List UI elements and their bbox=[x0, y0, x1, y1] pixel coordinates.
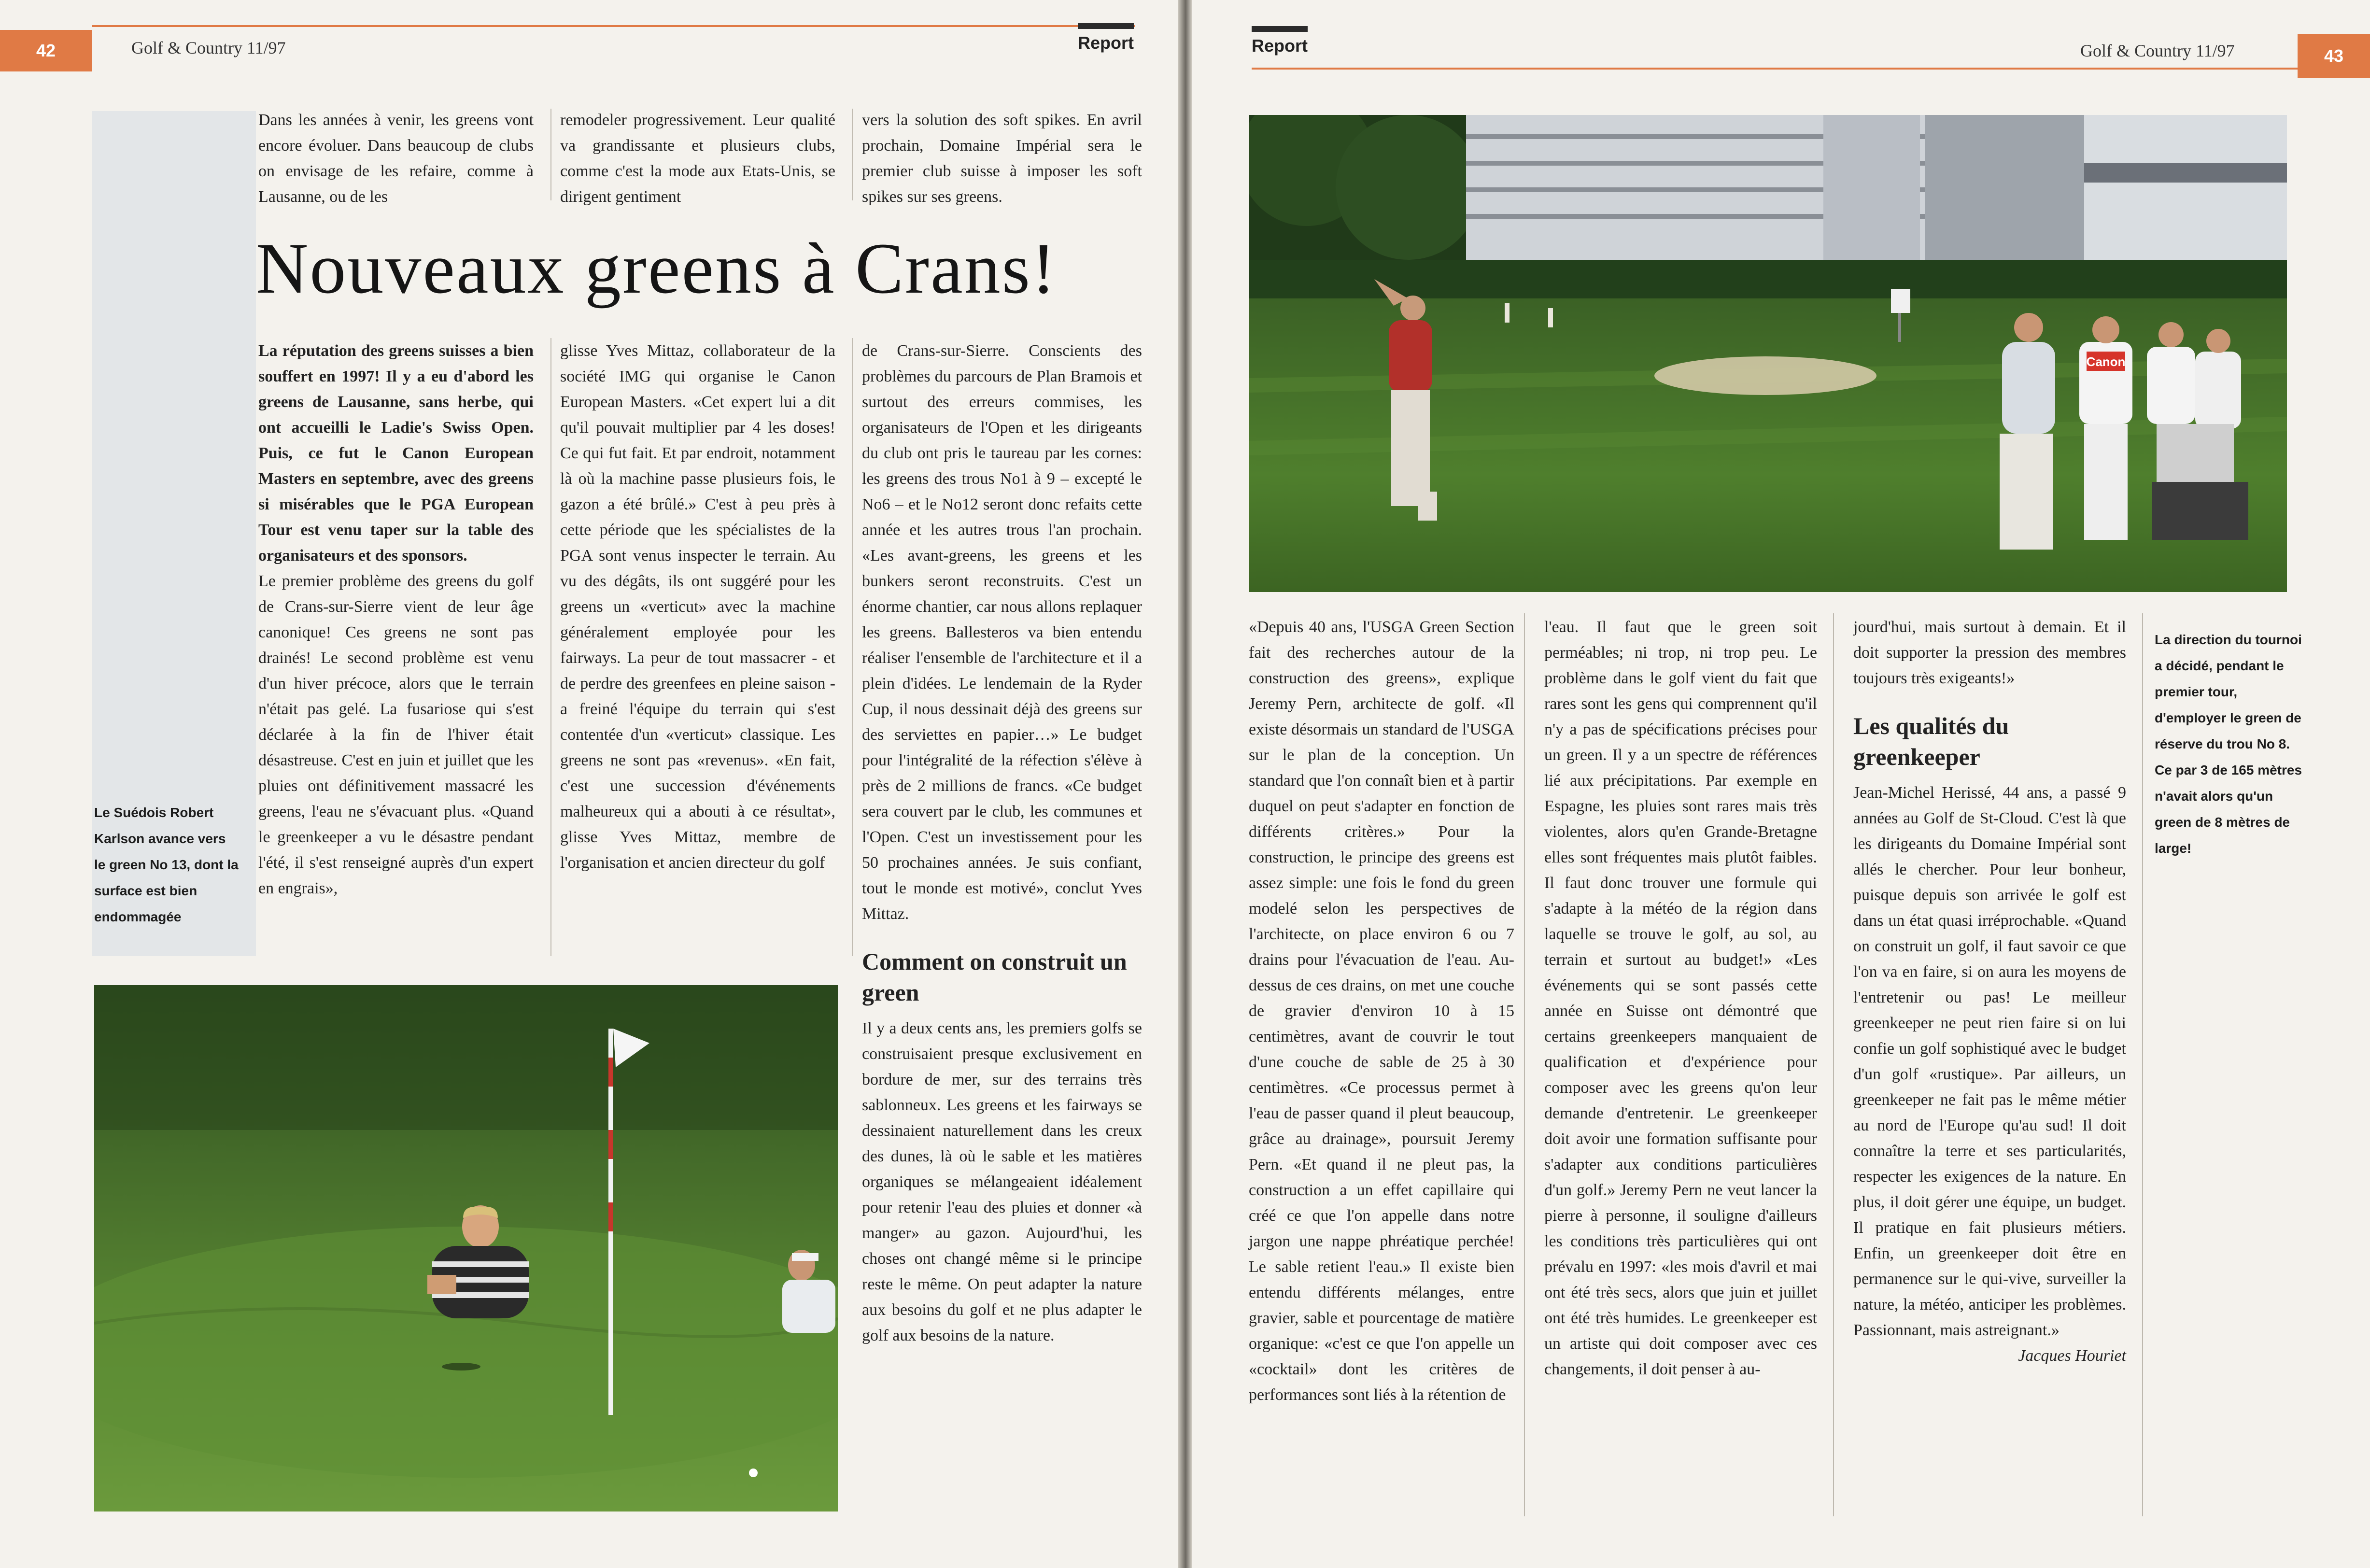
section-label: Report bbox=[1078, 23, 1134, 53]
intro-column-1: Dans les années à venir, les greens vont encore évoluer. Dans beaucoup de clubs on envisage de les refaire, comme à Lausanne, ou de les bbox=[258, 111, 534, 206]
body-paragraph: «Depuis 40 ans, l'USGA Green Section fait des recherches autour de la construction des greens», explique Jeremy Pern, architecte de golf. «Il existe désormais un standard de l'USGA sur le plan de la conception. Un standard que l'on connaît bien et à partir duquel on peut s'adapter en fonction de différents critères.» Pour la construction, le principe des greens est assez simple: une fois le fond du green modelé selon les perspectives de l'architecte, on place environ 6 ou 7 drains pour l'évacuation de l'eau. Au-dessus de ces drains, on met une couche de gravier d'environ 10 à 15 centimètres, avant de couvrir le tout d'une couche de sable de 25 à 30 centimètres. «Ce processus permet à l'eau de passer quand il pleut beaucoup, grâce au drainage», poursuit Jeremy Pern. «Et quand il ne pleut pas, la construction a un effet capillaire qui créé ce que l'on appelle dans notre jargon une nappe phréatique perchée! Le sable retient l'eau.» Il existe bien entendu différents mélanges, entre gravier, sable et pourcentage de matière organique: «c'est ce que l'on appelle un «cocktail» dont les critères de performances sont liés à la rétention de bbox=[1249, 618, 1514, 1404]
body-paragraph: Le premier problème des greens du golf de Crans-sur-Sierre vient de leur âge canonique! Ces greens ne sont pas drainés! Le second problème est venu d'un hiver précoce, alors que le terrain n'était pas gelé. La fusariose qui s'est déclarée à la fin de l'hiver était désastreuse. C'est en juin et juillet que les pluies ont définitivement massacré les greens, l'eau ne s'évacuant plus. «Quand le greenkeeper a vu le désastre pendant l'été, il s'est renseigné auprès d'un expert en engrais», bbox=[258, 572, 534, 897]
article-title: Nouveaux greens à Crans! bbox=[256, 228, 1057, 309]
column-rule bbox=[1833, 613, 1834, 1516]
column-rule bbox=[2142, 613, 2143, 1516]
body-column-2 bbox=[1544, 614, 1817, 1382]
header-rule bbox=[92, 25, 1135, 27]
magazine-title: Golf & Country 11/97 bbox=[2080, 41, 2235, 60]
photo-caption: La direction du tournoi a décidé, pendant le premier tour, d'employer le green de réserve du trou No 8. Ce par 3 de 165 mètres n'avait alors qu'un green de 8 mètres de large! bbox=[2155, 632, 2302, 856]
photo-caption: Le Suédois Robert Karlson avance vers le green No 13, dont la surface est bien endommagée bbox=[94, 805, 239, 924]
header-rule bbox=[1252, 68, 2314, 70]
body-paragraph: de Crans-sur-Sierre. Conscients des problèmes du parcours de Plan Bramois et surtout des erreurs commises, les organisateurs de l'Open et les dirigeants du club ont pris le taureau par les cornes: les greens des trous No1 à 9 – excepté le No6 – et le No12 seront donc refaits cette année et les autres trous l'an prochain. «Les avant-greens, les greens et les bunkers seront reconstruits. C'est un énorme chantier, car nous allons replaquer les greens. Ballesteros va bien entendu réaliser l'ensemble de l'architecture et il a plein d'idées. Le lendemain de la Ryder Cup, il nous dessinait déjà des greens sur des serviettes en papier…» Le budget pour l'intégralité de la réfection s'élève à près de 2 millions de francs. «Ce budget sera couvert par le club, les communes et l'Open. C'est un investissement pour les 50 prochaines années. Je suis confiant, tout le monde est motivé», conclut Yves Mittaz. bbox=[862, 342, 1142, 923]
subheading: Comment on construit un green bbox=[862, 948, 1127, 1006]
tournament-image bbox=[1249, 115, 2287, 592]
canon-sign: Canon bbox=[2086, 354, 2126, 369]
body-column-3 bbox=[862, 338, 1142, 1348]
body-column-3 bbox=[1853, 614, 2126, 1369]
subheading: Les qualités du greenkeeper bbox=[1853, 712, 2009, 770]
body-paragraph: Il y a deux cents ans, les premiers golfs se construisaient presque exclusivement en bordure de mer, sur des terrains très sablonneux. Les greens et les fairways se dessinaient naturellement dans les creux des dunes, là où le sable et les matières organiques se mélangeaient idéalement pour retenir l'eau des pluies et donner «à manger» au gazon. Aujourd'hui, les choses ont changé même si le principe reste le même. On peut adapter la nature aux besoins du golf et ne plus adapter le golf aux besoins de la nature. bbox=[862, 1019, 1142, 1344]
golfer-bunker-photo bbox=[94, 985, 838, 1511]
spine-gutter bbox=[1178, 0, 1192, 1568]
column-rule bbox=[852, 109, 853, 200]
left-page bbox=[0, 0, 1178, 1568]
tournament-photo bbox=[1249, 115, 2287, 592]
page-number: 43 bbox=[2298, 34, 2370, 78]
lead-paragraph: La réputation des greens suisses a bien souffert en 1997! Il y a eu d'abord les greens de Lausanne, sans herbe, qui ont accueilli le Ladie's Swiss Open. Puis, ce fut le Canon European Masters en septembre, avec des greens si misérables que le PGA European Tour est venu taper sur la table des organisateurs et des sponsors. bbox=[258, 342, 534, 565]
magazine-title: Golf & Country 11/97 bbox=[131, 38, 286, 57]
body-paragraph: jourd'hui, mais surtout à demain. Et il doit supporter la pression des membres toujours très exigeants!» bbox=[1853, 618, 2126, 687]
column-rule bbox=[550, 109, 551, 200]
section-label: Report bbox=[1252, 26, 1308, 56]
body-column-2 bbox=[560, 338, 835, 876]
column-rule bbox=[1524, 613, 1525, 1516]
body-paragraph: Jean-Michel Herissé, 44 ans, a passé 9 années au Golf de St-Cloud. C'est là que les dirigeants du Domaine Impérial sont allés le chercher. Pour leur bonheur, puisque depuis son arrivée le golf est dans un état quasi irréprochable. «Quand on construit un golf, il faut savoir ce que l'on va en faire, si on aura les moyens de l'entretenir ou pas! Le meilleur greenkeeper ne peut rien faire si on lui confie un golf sophistiqué avec le budget d'un golf «rustique». Par ailleurs, un greenkeeper ne fait pas le même métier au nord de l'Europe qu'au sud! Il doit connaître la terre et ses particularités, respecter les exigences de la nature. En plus, il doit gérer une équipe, un budget. Il pratique en fait plusieurs métiers. Enfin, un greenkeeper doit être en permanence sur le qui-vive, surveiller la nature, la météo, anticiper les problèmes. Passionnant, mais astreignant.» bbox=[1853, 784, 2126, 1339]
author-byline: Jacques Houriet bbox=[2018, 1347, 2126, 1365]
column-rule bbox=[852, 338, 853, 956]
body-paragraph: glisse Yves Mittaz, collaborateur de la société IMG qui organise le Canon European Masters. «Cet expert lui a dit qu'il pouvait multiplier par 4 les doses! Ce qui fut fait. Et par endroit, notamment là où la machine passe plusieurs fois, le gazon a été brûlé.» C'est à peu près à cette période que les spécialistes de la PGA sont venus inspecter le terrain. Au vu des dégâts, ils ont suggéré pour les greens un «verticut» avec la machine généralement employée pour les fairways. La peur de tout massacrer - et de perdre des greenfees en pleine saison - a freiné l'équipe du terrain qui s'est contentée d'un «verticut» classique. Les greens ne sont pas «revenus». «En fait, c'est une succession d'événements malheureux qui a abouti à ce résultat», glisse Yves Mittaz, membre de l'organisation et ancien directeur du golf bbox=[560, 342, 835, 872]
body-paragraph: l'eau. Il faut que le green soit perméables; ni trop, ni trop peu. Le problème dans le golf vient du fait que rares sont les gens qui comprennent qu'il n'y a pas de spécifications précises pour un green. Il y a un spectre de références lié aux précipitations. Par exemple en Espagne, les pluies sont rares mais très violentes, alors qu'en Grande-Bretagne elles sont fréquentes mais plutôt faibles. Il faut donc trouver une formule qui s'adapte à la météo de la région dans laquelle se trouve le golf, au sol, au terrain et surtout au budget!» «Les événements qui se sont passés cette année en Suisse ont démontré que certains greenkeepers manquaient de qualification et d'expérience pour composer avec les greens qu'on leur demande d'entretenir. Le greenkeeper doit avoir une formation suffisante pour s'adapter aux conditions particulières d'un golf.» Jeremy Pern ne veut lancer la pierre à personne, il souligne d'ailleurs les conditions très particulières qui ont prévalu en 1997: «les mois d'avril et mai ont été très secs, alors que juin et juillet ont été très humides. Le greenkeeper est un artiste qui doit composer avec ces changements, il doit penser à au- bbox=[1544, 618, 1817, 1378]
body-column-1 bbox=[1249, 614, 1514, 1408]
intro-column-2: remodeler progressivement. Leur qualité va grandissante et plusieurs clubs, comme c'est la mode aux Etats-Unis, se dirigent gentiment bbox=[560, 111, 835, 206]
page-number: 42 bbox=[0, 30, 92, 71]
intro-column-3: vers la solution des soft spikes. En avril prochain, Domaine Impérial sera le premier club suisse à imposer les soft spikes sur ses greens. bbox=[862, 111, 1142, 206]
body-column-1 bbox=[258, 338, 534, 901]
right-page bbox=[1192, 0, 2370, 1568]
golf-green-image bbox=[94, 985, 838, 1511]
column-rule bbox=[550, 338, 551, 956]
